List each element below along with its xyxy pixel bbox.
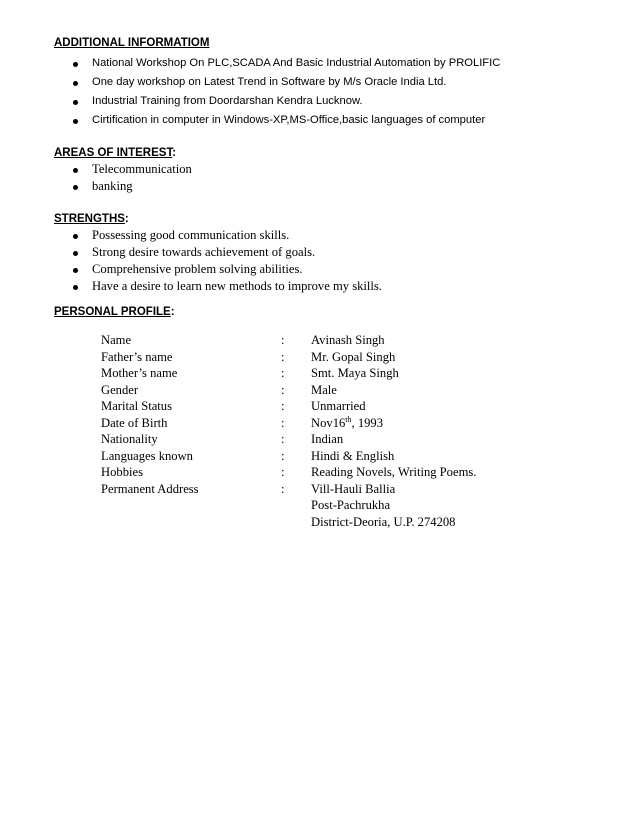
list-item: Telecommunication: [54, 161, 614, 178]
table-row: [101, 415, 521, 432]
personal-profile-section: [54, 305, 614, 319]
table-row: [101, 365, 521, 382]
list-item: National Workshop On PLC,SCADA And Basic Industrial Automation by PROLIFIC: [54, 54, 614, 73]
additional-information-list: [54, 54, 614, 130]
profile-separator: :: [281, 481, 285, 496]
bullet-icon: [73, 268, 78, 273]
bullet-icon: [73, 81, 78, 86]
strengths-section: [54, 212, 614, 295]
profile-separator: :: [281, 382, 285, 397]
list-item: Industrial Training from Doordarshan Kendra Lucknow.: [54, 92, 614, 111]
strengths-heading: STRENGTHS:: [54, 213, 129, 225]
list-item: Possessing good communication skills.: [54, 227, 614, 244]
profile-value-date-of-birth: Nov16th, 1993: [311, 414, 384, 430]
bullet-icon: [73, 119, 78, 124]
bullet-icon: [73, 185, 78, 190]
profile-label-gender: Gender: [101, 382, 139, 397]
list-item: Have a desire to learn new methods to improve my skills.: [54, 278, 614, 295]
profile-label-nationality: Nationality: [101, 432, 158, 446]
profile-value-marital-status: Unmarried: [311, 399, 366, 413]
profile-value-address-line-2: Post-Pachrukha: [311, 498, 391, 512]
profile-label-name: Name: [101, 333, 132, 347]
bullet-icon: [73, 285, 78, 290]
table-row: [101, 349, 521, 366]
additional-information-section: [54, 36, 614, 130]
table-row: [101, 382, 521, 399]
profile-separator: :: [281, 333, 285, 347]
profile-value-father: Mr. Gopal Singh: [311, 349, 396, 364]
table-row: [101, 497, 521, 514]
profile-value-address-line-1: Vill-Hauli Ballia: [311, 481, 396, 496]
bullet-icon: [73, 100, 78, 105]
profile-label-permanent-address: Permanent Address: [101, 481, 199, 496]
profile-value-languages: Hindi & English: [311, 448, 395, 463]
profile-value-gender: Male: [311, 382, 337, 397]
list-item: One day workshop on Latest Trend in Software by M/s Oracle India Ltd.: [54, 73, 614, 92]
personal-profile-heading: PERSONAL PROFILE:: [54, 306, 175, 318]
list-item: Cirtification in computer in Windows-XP,MS-Office,basic languages of computer: [54, 111, 614, 130]
table-row: [101, 464, 521, 481]
table-row: [101, 398, 521, 415]
profile-label-languages: Languages known: [101, 448, 193, 463]
profile-separator: :: [281, 399, 285, 413]
profile-separator: :: [281, 366, 285, 380]
profile-separator: :: [281, 448, 285, 463]
list-item: banking: [54, 178, 614, 195]
bullet-icon: [73, 168, 78, 173]
bullet-icon: [73, 62, 78, 67]
strengths-list: [54, 227, 614, 295]
table-row: [101, 431, 521, 448]
profile-label-date-of-birth: Date of Birth: [101, 415, 168, 430]
profile-label-hobbies: Hobbies: [101, 465, 143, 479]
table-row: [101, 448, 521, 465]
personal-profile-table: [101, 332, 521, 530]
profile-value-nationality: Indian: [311, 432, 344, 446]
areas-of-interest-section: [54, 146, 614, 195]
profile-separator: :: [281, 432, 285, 446]
profile-label-father: Father’s name: [101, 349, 173, 364]
profile-value-hobbies: Reading Novels, Writing Poems.: [311, 465, 477, 479]
list-item: Strong desire towards achievement of goals.: [54, 244, 614, 261]
profile-label-mother: Mother’s name: [101, 366, 178, 380]
additional-information-heading: ADDITIONAL INFORMATIOM: [54, 37, 210, 49]
bullet-icon: [73, 251, 78, 256]
profile-separator: :: [281, 349, 285, 364]
bullet-icon: [73, 234, 78, 239]
list-item: Comprehensive problem solving abilities.: [54, 261, 614, 278]
areas-of-interest-list: [54, 161, 614, 195]
profile-value-address-line-3: District-Deoria, U.P. 274208: [311, 514, 456, 529]
profile-value-mother: Smt. Maya Singh: [311, 366, 399, 380]
profile-separator: :: [281, 415, 285, 430]
profile-separator: :: [281, 465, 285, 479]
areas-of-interest-heading: AREAS OF INTEREST:: [54, 147, 177, 159]
profile-label-marital-status: Marital Status: [101, 399, 173, 413]
profile-value-name: Avinash Singh: [311, 333, 385, 347]
table-row: [101, 514, 521, 531]
table-row: [101, 332, 521, 349]
table-row: [101, 481, 521, 498]
